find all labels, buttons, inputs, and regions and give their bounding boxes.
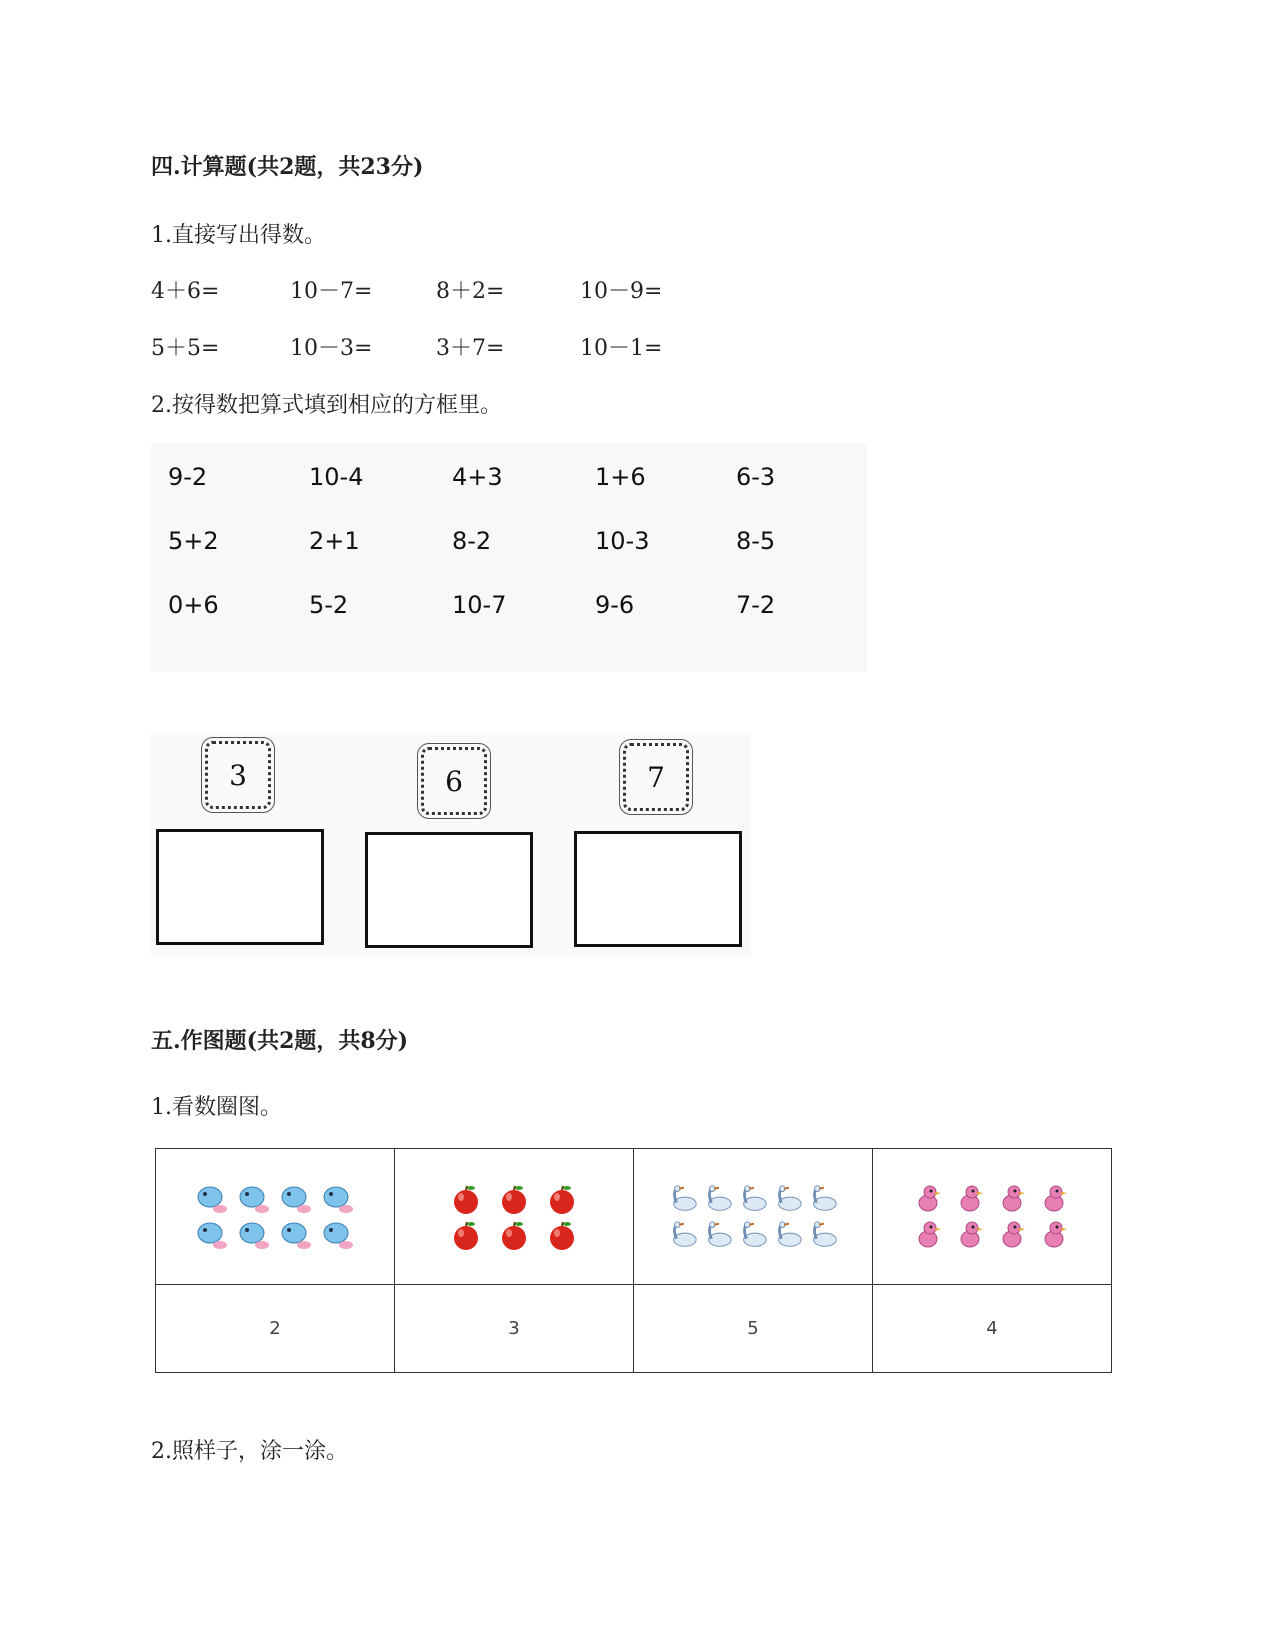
bird-group[interactable]: [195, 1183, 355, 1251]
chick-icon: [954, 1219, 988, 1251]
chick-icon: [912, 1183, 946, 1215]
goose-icon: [772, 1183, 804, 1215]
section5-title: 五.作图题(共2题，共8分): [151, 1028, 409, 1054]
expression-item: 1+6: [595, 463, 646, 491]
goose-icon: [702, 1219, 734, 1251]
expression-item: 10-7: [452, 591, 507, 619]
expression-item: 0+6: [168, 591, 219, 619]
number-cell: 3: [395, 1285, 634, 1373]
number-cell: 4: [873, 1285, 1112, 1373]
expression-item: 2+1: [309, 527, 360, 555]
apple-group[interactable]: [449, 1183, 579, 1251]
answer-box[interactable]: [365, 832, 533, 948]
bird-icon: [279, 1219, 313, 1251]
goose-icon: [667, 1219, 699, 1251]
apple-icon: [545, 1183, 579, 1215]
calc-item: 8＋2=: [436, 279, 505, 304]
calc-item: 10－7=: [290, 279, 373, 304]
chick-icon: [996, 1219, 1030, 1251]
goose-icon: [772, 1219, 804, 1251]
number-cell: 2: [156, 1285, 395, 1373]
goose-icon: [807, 1183, 839, 1215]
bird-icon: [195, 1183, 229, 1215]
number-tag: 6: [421, 747, 487, 815]
answer-box[interactable]: [574, 831, 742, 947]
number-tag: 3: [205, 741, 271, 809]
expression-item: 10-4: [309, 463, 364, 491]
apple-icon: [449, 1183, 483, 1215]
calc-item: 10－3=: [290, 336, 373, 361]
count-table: [155, 1148, 1112, 1373]
chick-icon: [954, 1183, 988, 1215]
picture-cell: [873, 1149, 1112, 1285]
bird-icon: [321, 1183, 355, 1215]
goose-icon: [737, 1183, 769, 1215]
number-tag: 7: [623, 743, 689, 811]
goose-icon: [702, 1183, 734, 1215]
chick-group[interactable]: [912, 1183, 1072, 1251]
answer-box[interactable]: [156, 829, 324, 945]
expression-grid: [151, 443, 867, 672]
bird-icon: [321, 1219, 355, 1251]
expression-item: 6-3: [736, 463, 776, 491]
chick-icon: [1038, 1219, 1072, 1251]
apple-icon: [497, 1219, 531, 1251]
chick-icon: [996, 1183, 1030, 1215]
answer-frames-area: [151, 733, 751, 957]
section4-title: 四.计算题(共2题，共23分): [151, 154, 424, 180]
apple-icon: [449, 1219, 483, 1251]
expression-item: 9-6: [595, 591, 635, 619]
calc-item: 10－1=: [580, 336, 663, 361]
apple-icon: [545, 1219, 579, 1251]
bird-icon: [237, 1219, 271, 1251]
chick-icon: [912, 1219, 946, 1251]
goose-icon: [807, 1219, 839, 1251]
q1-prompt: 1.看数圈图。: [151, 1095, 282, 1120]
goose-group[interactable]: [667, 1183, 839, 1251]
q2-prompt: 2.按得数把算式填到相应的方框里。: [151, 393, 502, 418]
q1-prompt: 1.直接写出得数。: [151, 223, 326, 248]
bird-icon: [279, 1183, 313, 1215]
number-cell: 5: [634, 1285, 873, 1373]
calc-item: 10－9=: [580, 279, 663, 304]
expression-item: 5-2: [309, 591, 349, 619]
bird-icon: [195, 1219, 229, 1251]
picture-cell: [634, 1149, 873, 1285]
calc-item: 3＋7=: [436, 336, 505, 361]
expression-item: 7-2: [736, 591, 776, 619]
expression-item: 9-2: [168, 463, 208, 491]
calc-item: 5＋5=: [151, 336, 220, 361]
expression-item: 5+2: [168, 527, 219, 555]
bird-icon: [237, 1183, 271, 1215]
apple-icon: [497, 1183, 531, 1215]
calc-item: 4＋6=: [151, 279, 220, 304]
q2-prompt: 2.照样子，涂一涂。: [151, 1439, 348, 1464]
picture-cell: [395, 1149, 634, 1285]
goose-icon: [667, 1183, 699, 1215]
expression-item: 4+3: [452, 463, 503, 491]
chick-icon: [1038, 1183, 1072, 1215]
goose-icon: [737, 1219, 769, 1251]
expression-item: 8-2: [452, 527, 492, 555]
expression-item: 8-5: [736, 527, 776, 555]
picture-cell: [156, 1149, 395, 1285]
expression-item: 10-3: [595, 527, 650, 555]
